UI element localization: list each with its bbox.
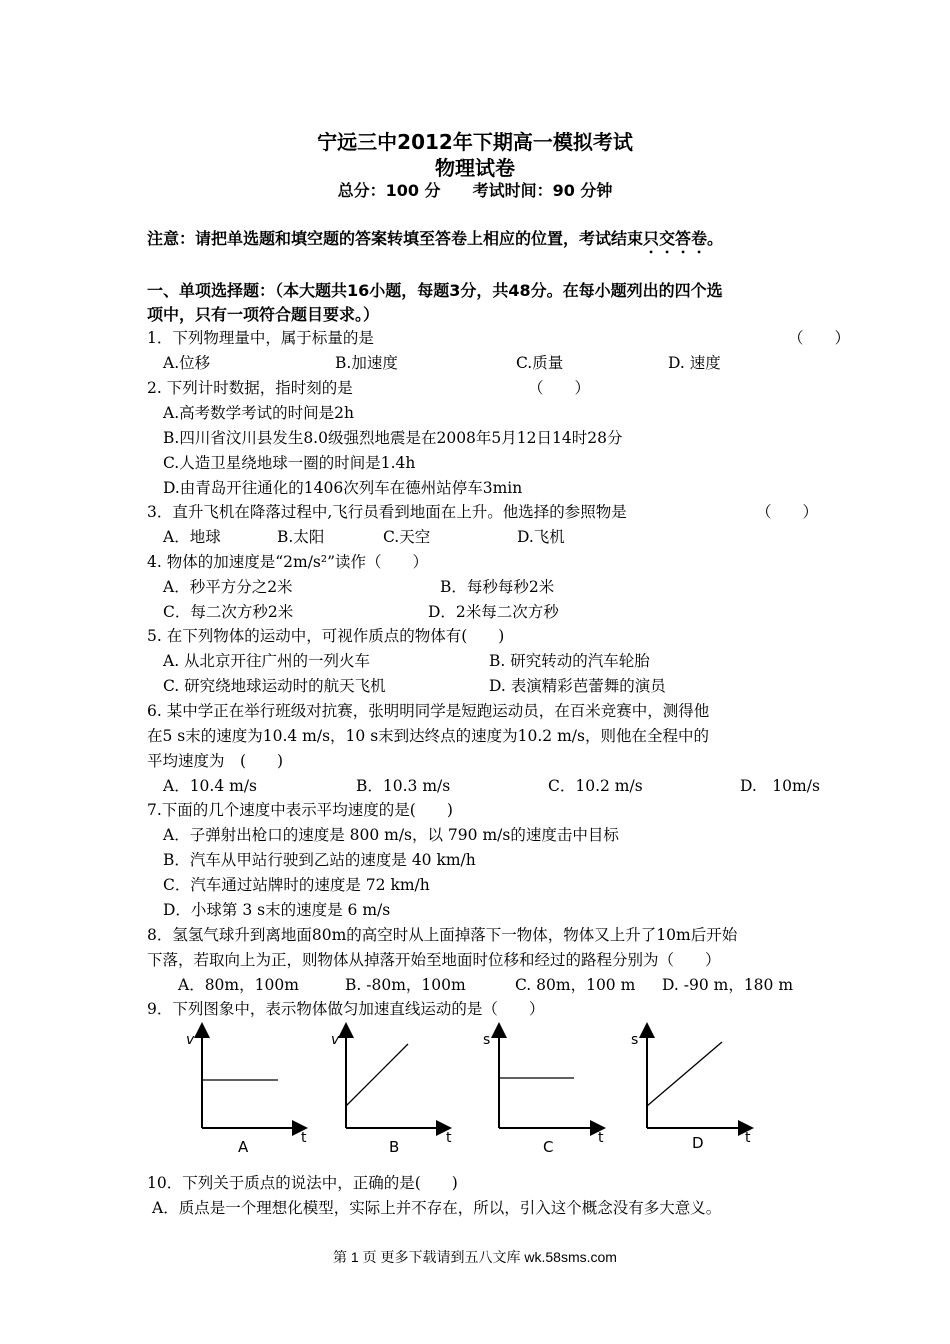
question-2: 2. 下列计时数据，指时刻的是 (147, 379, 353, 397)
option-a: A.位移 (163, 354, 211, 372)
x-axis-label: t (446, 1130, 452, 1146)
option-d: D. -90 m，180 m (662, 976, 794, 994)
option-c: C．汽车通过站牌时的速度是 72 km/h (163, 876, 430, 894)
total-score: 总分：100 分 (337, 181, 441, 200)
option-c: C.质量 (516, 354, 564, 372)
option-d: D. 10m/s (740, 777, 820, 795)
y-axis-label: s (631, 1032, 639, 1048)
option-d: D．2米每二次方秒 (428, 603, 559, 621)
option-b: B．汽车从甲站行驶到乙站的速度是 40 km/h (163, 851, 476, 869)
page-footer: 第 1 页 更多下载请到五八文库 wk.58sms.com (333, 1249, 617, 1265)
option-d: D. 表演精彩芭蕾舞的演员 (489, 677, 666, 695)
option-b: B．10.3 m/s (356, 777, 451, 795)
answer-paren: （ ） (788, 329, 851, 347)
option-b: B.加速度 (335, 354, 398, 372)
question-10: 10．下列关于质点的说法中，正确的是( ) (147, 1174, 458, 1192)
option-d: D.由青岛开往通化的1406次列车在德州站停车3min (163, 479, 523, 497)
option-a: A．秒平方分之2米 (163, 578, 293, 596)
y-axis-label: v (186, 1032, 195, 1048)
answer-paren: （ ） (528, 379, 591, 397)
question-9: 9．下列图象中，表示物体做匀加速直线运动的是（ ） (147, 1000, 545, 1018)
question-6-line1: 6. 某中学正在举行班级对抗赛，张明明同学是短跑运动员，在百米竞赛中，测得他 (147, 702, 710, 720)
option-b: B. -80m，100m (345, 976, 466, 994)
graph-line (346, 1044, 408, 1106)
graph-line (647, 1042, 722, 1106)
section-heading-line2: 项中，只有一项符合题目要求。） (147, 305, 380, 324)
exam-meta (0, 178, 950, 201)
question-6-line2: 在5 s末的速度为10.4 m/s，10 s末到达终点的速度为10.2 m/s，则他在全程中的 (147, 727, 709, 745)
motion-graphs (0, 1022, 950, 1162)
question-1: 1．下列物理量中，属于标量的是 (147, 329, 374, 347)
question-4: 4. 物体的加速度是“2m/s²”读作（ ） (147, 553, 429, 571)
graph-caption: D (692, 1134, 704, 1152)
notice-text: 注意：请把单选题和填空题的答案转填至答卷上相应的位置，考试结束 (147, 229, 644, 248)
option-c: C.人造卫星绕地球一圈的时间是1.4h (163, 454, 416, 472)
option-a: A．质点是一个理想化模型，实际上并不存在，所以，引入这个概念没有多大意义。 (152, 1199, 722, 1217)
option-d: D．小球第 3 s末的速度是 6 m/s (163, 901, 391, 919)
option-c: C．10.2 m/s (548, 777, 643, 795)
y-axis-label: s (483, 1032, 491, 1048)
question-5: 5. 在下列物体的运动中，可视作质点的物体有( ) (147, 627, 505, 645)
option-b: B. 研究转动的汽车轮胎 (489, 652, 650, 670)
option-a: A．80m，100m (178, 976, 299, 994)
question-8-line2: 下落，若取向上为正，则物体从掉落开始至地面时位移和经过的路程分别为（ ） (147, 951, 721, 969)
option-a: A．子弹射出枪口的速度是 800 m/s，以 790 m/s的速度击中目标 (163, 826, 619, 844)
option-d: D. 速度 (668, 354, 721, 372)
exam-subject: 物理试卷 (435, 156, 515, 180)
y-axis-label: v (331, 1032, 340, 1048)
option-c: C.天空 (383, 528, 431, 546)
option-c: C. 研究绕地球运动时的航天飞机 (163, 677, 386, 695)
graph-b (331, 1030, 452, 1156)
graph-a (186, 1030, 307, 1156)
question-3: 3．直升飞机在降落过程中,飞行员看到地面在上升。他选择的参照物是 (147, 503, 627, 521)
exam-title: 宁远三中2012年下期高一模拟考试 (317, 130, 633, 154)
notice (147, 226, 723, 257)
x-axis-label: t (745, 1130, 751, 1146)
graph-caption: A (238, 1138, 249, 1156)
question-7: 7.下面的几个速度中表示平均速度的是( ) (147, 801, 453, 819)
option-a: A．地球 (163, 528, 221, 546)
x-axis-label: t (598, 1130, 604, 1146)
option-a: A. 从北京开往广州的一列火车 (163, 652, 371, 670)
graph-d (631, 1030, 751, 1152)
x-axis-label: t (301, 1130, 307, 1146)
notice-emphasis: 只交答卷 (643, 229, 708, 248)
option-c: C．每二次方秒2米 (163, 603, 294, 621)
option-b: B．每秒每秒2米 (440, 578, 555, 596)
option-b: B.四川省汶川县发生8.0级强烈地震是在2008年5月12日14时28分 (163, 429, 623, 447)
question-6-line3: 平均速度为 ( ) (147, 752, 284, 770)
question-8-line1: 8．氢氢气球升到离地面80m的高空时从上面掉落下一物体，物体又上升了10m后开始 (147, 926, 738, 944)
section-heading-line1: 一、单项选择题：（本大题共16小题，每题3分，共48分。在每小题列出的四个选 (147, 281, 723, 300)
answer-paren: （ ） (756, 503, 819, 521)
option-a: A.高考数学考试的时间是2h (163, 404, 354, 422)
option-b: B.太阳 (277, 528, 325, 546)
option-c: C. 80m，100 m (515, 976, 636, 994)
exam-time: 考试时间：90 分钟 (472, 181, 613, 200)
graph-c (483, 1030, 604, 1156)
notice-suffix: 。 (707, 229, 724, 248)
graph-caption: C (543, 1138, 554, 1156)
option-a: A．10.4 m/s (163, 777, 258, 795)
option-d: D.飞机 (517, 528, 565, 546)
graph-caption: B (389, 1138, 400, 1156)
